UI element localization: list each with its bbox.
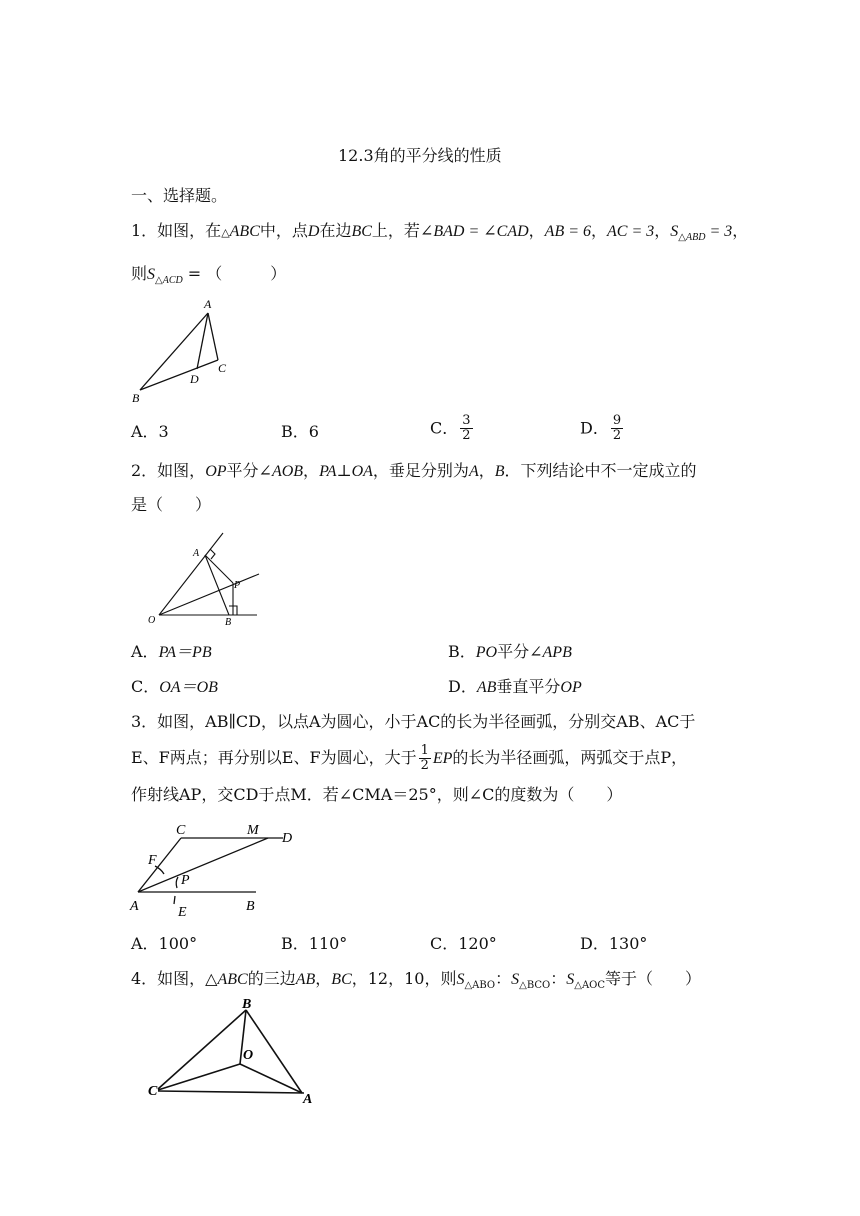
q2-option-c[interactable]: C．OA＝OB	[131, 677, 218, 696]
q3-stem-line1: 3．如图，AB∥CD，以点A为圆心，小于AC的长为半径画弧，分别交AB、AC于	[131, 712, 696, 731]
q4-label-o: O	[243, 1048, 254, 1063]
q2-label-a: A	[193, 548, 200, 559]
q4-triangle-figure	[140, 995, 325, 1105]
page-title: 12.3角的平分线的性质	[338, 146, 502, 165]
q2-stem-line2: 是（ ）	[131, 495, 212, 514]
q4-label-a: A	[303, 1092, 313, 1105]
q1-option-d[interactable]: D． $\frac{9}{2}$	[580, 413, 622, 443]
q3-label-p: P	[181, 873, 190, 888]
q3-label-d: D	[282, 831, 293, 846]
q3-option-a[interactable]: A．100°	[131, 934, 198, 953]
q3-label-m: M	[247, 823, 259, 838]
q4-label-b: B	[242, 997, 252, 1012]
q3-label-e: E	[178, 905, 187, 920]
q1-label-c: C	[218, 361, 227, 375]
q3-option-b[interactable]: B．110°	[281, 934, 348, 953]
q4-label-c: C	[148, 1084, 158, 1099]
q3-label-f: F	[148, 853, 157, 868]
q1-stem-line1: 1．如图，在△ABC中，点D在边BC上，若∠BAD = ∠CAD，AB = 6，AC = 3，$S_{\triangle ABD} = 3$，	[131, 221, 749, 244]
q1-option-c[interactable]: C． $\frac{3}{2}$	[430, 413, 471, 443]
q3-stem-line2: E、F两点；再分别以E、F为圆心，大于 $\frac{1}{2}$ EP的长为半径画弧，两弧交于点P，	[131, 743, 688, 773]
q2-label-o: O	[148, 615, 156, 626]
q2-angle-figure	[145, 528, 270, 628]
q4-stem: 4．如图，△ABC的三边AB，BC，12，10，则$S_{\triangle ABO}$：$S_{\triangle BCO}$：$S_{\triangle AOC}$等于（ ）	[131, 969, 702, 992]
q1-label-b: B	[132, 391, 140, 405]
q3-label-b: B	[246, 899, 255, 914]
q3-label-a: A	[130, 899, 139, 914]
q3-option-c[interactable]: C．120°	[430, 934, 497, 953]
section-heading: 一、选择题。	[131, 186, 228, 205]
q1-option-a[interactable]: A．3	[131, 422, 169, 441]
q2-label-b: B	[225, 617, 232, 628]
q1-triangle-figure	[128, 296, 238, 406]
q1-label-d: D	[190, 372, 199, 386]
q2-stem-line1: 2．如图，OP平分∠AOB，PA⊥OA，垂足分别为A，B．下列结论中不一定成立的	[131, 461, 697, 480]
q1-stem-line2: 则$S_{\triangle ACD}$ = （ ）	[131, 264, 287, 287]
q3-parallel-figure	[128, 818, 308, 920]
q2-label-p: P	[234, 580, 241, 591]
q2-option-d[interactable]: D．AB垂直平分OP	[448, 677, 582, 696]
q1-option-b[interactable]: B．6	[281, 422, 319, 441]
q3-option-d[interactable]: D．130°	[580, 934, 648, 953]
q2-option-a[interactable]: A．PA＝PB	[131, 642, 212, 661]
q3-label-c: C	[176, 823, 186, 838]
q1-label-a: A	[204, 297, 212, 311]
q3-stem-line3: 作射线AP，交CD于点M．若∠CMA＝25°，则∠C的度数为（ ）	[131, 785, 623, 804]
q2-option-b[interactable]: B．PO平分∠APB	[448, 642, 572, 661]
